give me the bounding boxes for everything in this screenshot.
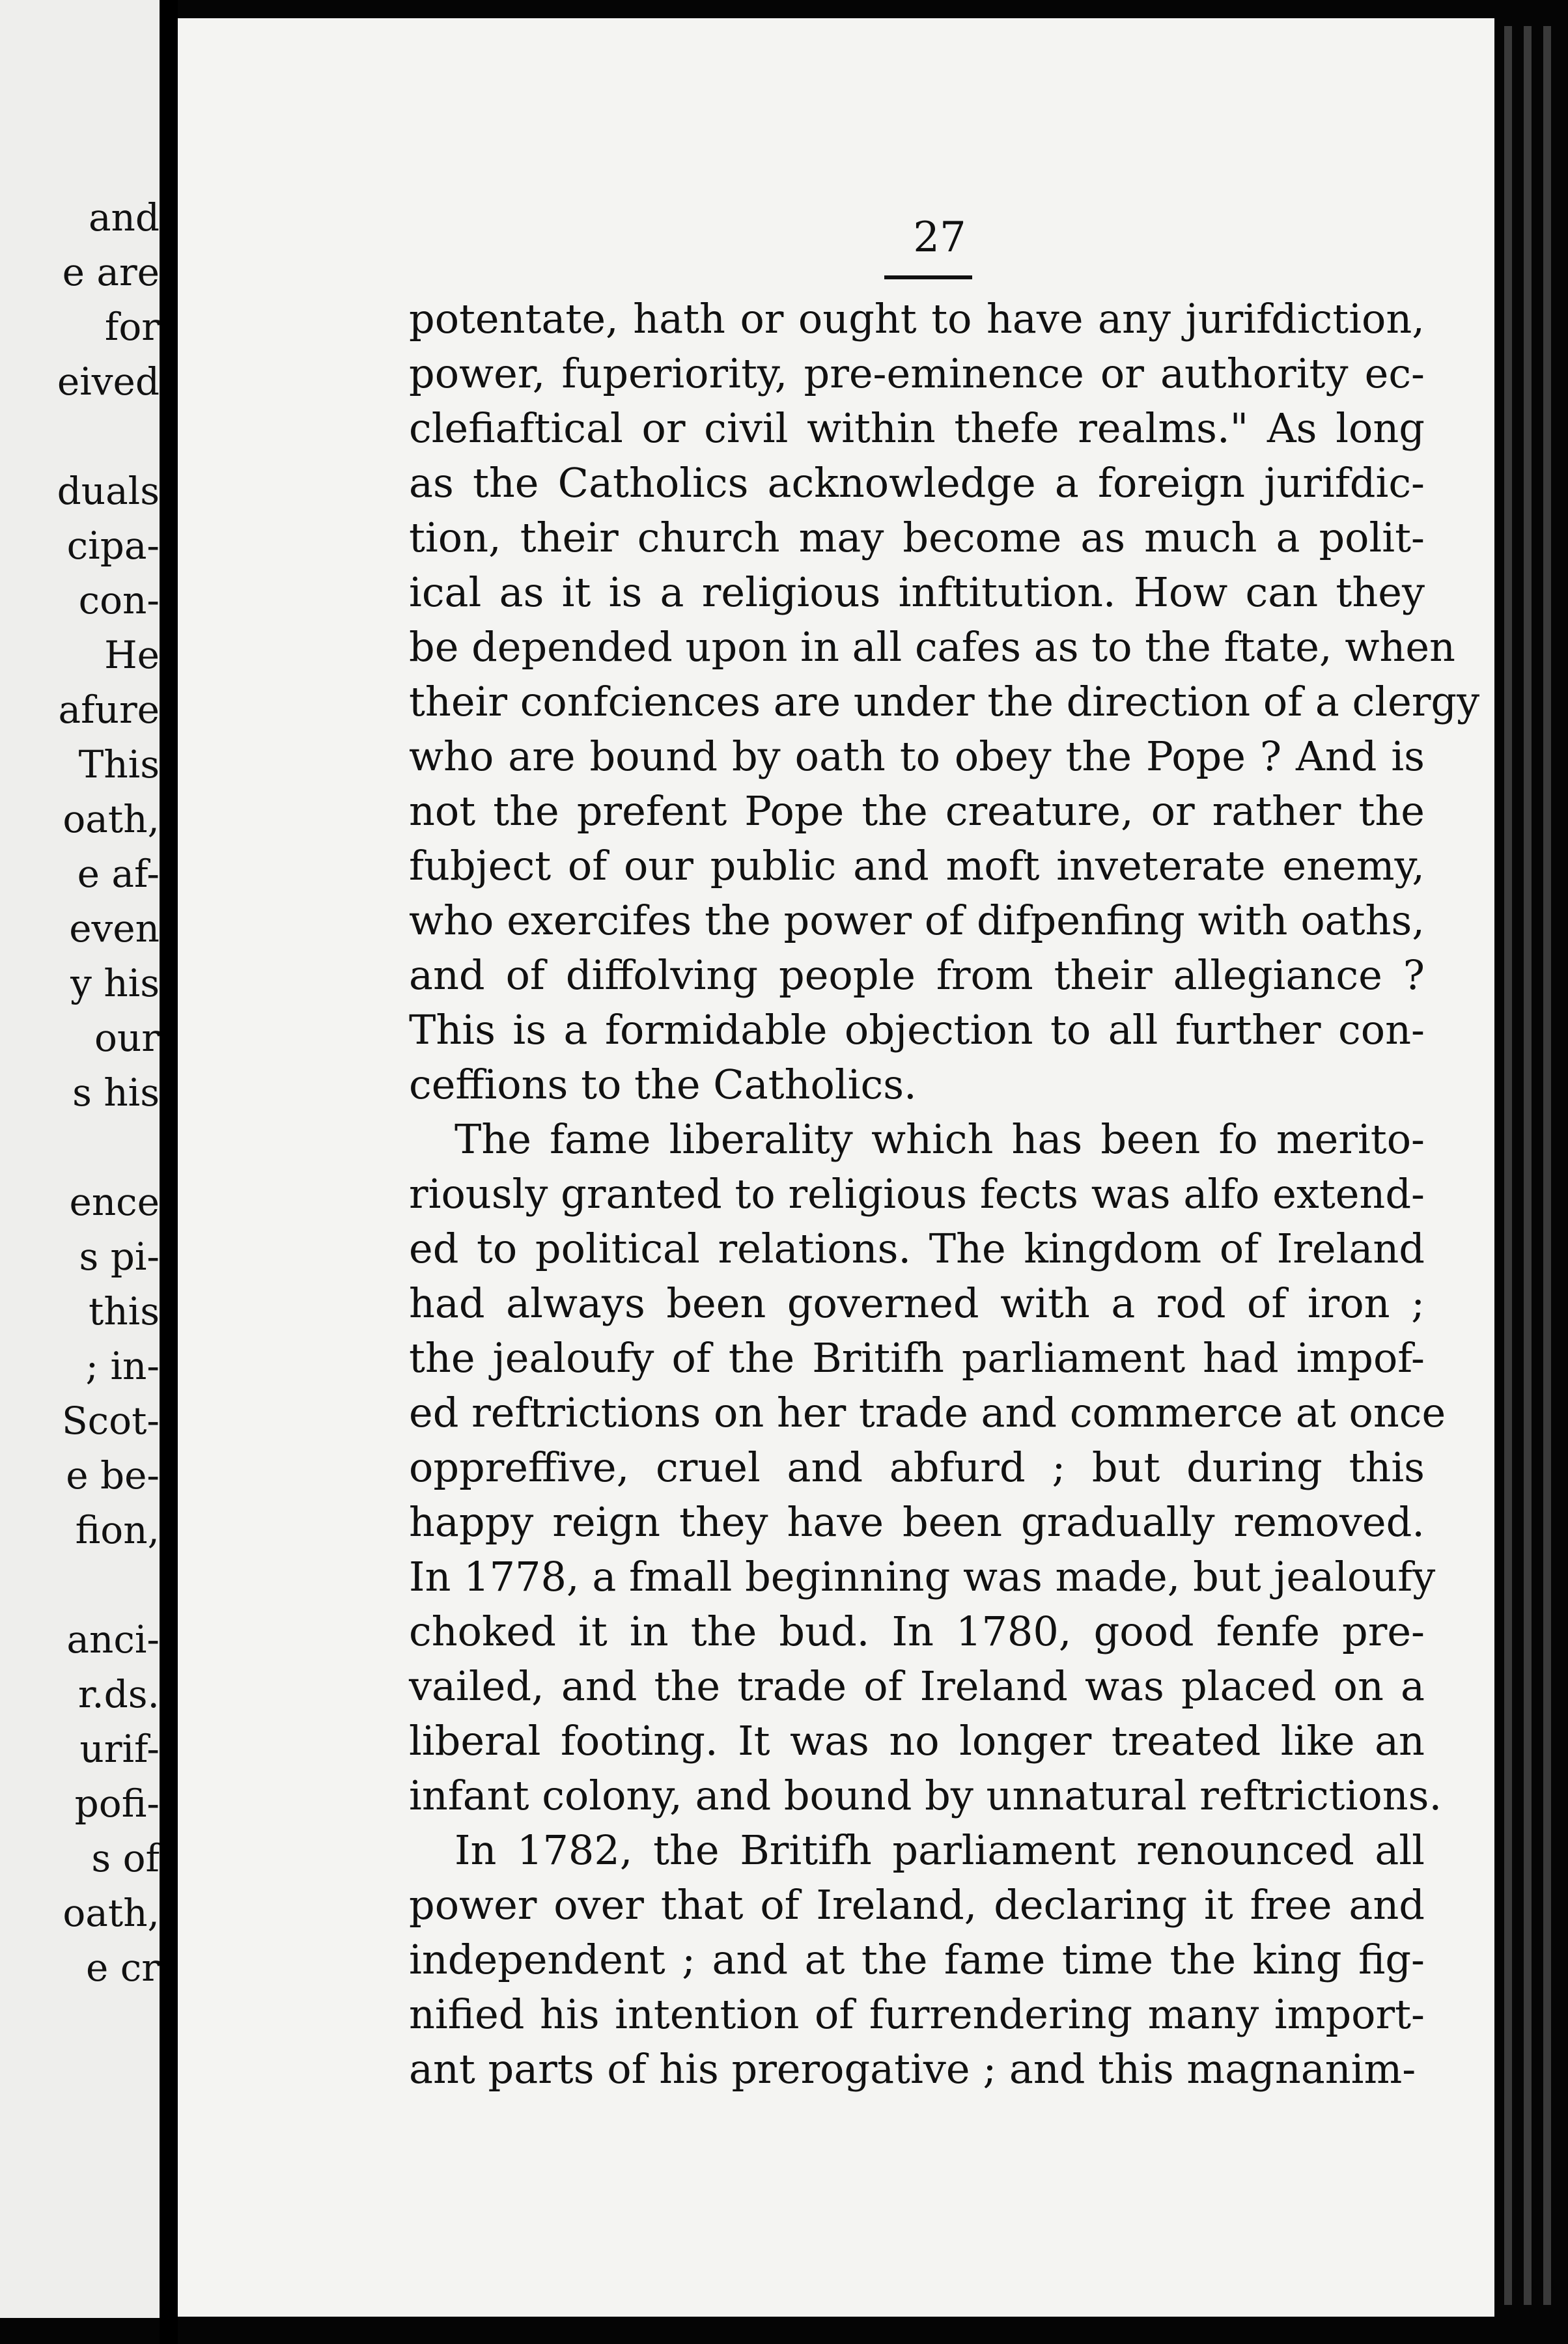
text-line: had always been governed with a rod of iron ; bbox=[409, 1279, 1425, 1327]
left-page-text-fragment: ; in- bbox=[85, 1344, 160, 1388]
text-line: oppreffive, cruel and abfurd ; but during this bbox=[409, 1444, 1425, 1491]
text-line: be depended upon in all cafes as to the ftate, when bbox=[409, 623, 1455, 671]
body-text bbox=[409, 292, 1480, 2097]
left-page-text-fragment: fion, bbox=[75, 1508, 160, 1552]
page-number: 27 bbox=[913, 214, 966, 262]
right-page bbox=[178, 18, 1494, 2317]
text-line: The fame liberality which has been fo merito- bbox=[455, 1115, 1425, 1163]
left-page-text-fragment: Scot- bbox=[61, 1399, 160, 1443]
text-line: their confciences are under the direction of a clergy bbox=[409, 678, 1480, 725]
left-page-text-fragment: our bbox=[94, 1016, 160, 1060]
left-page-text-fragment: y his bbox=[70, 961, 160, 1005]
text-line: ed reftrictions on her trade and commerce at once bbox=[409, 1389, 1446, 1436]
left-page-text-fragment: s of bbox=[91, 1836, 160, 1880]
text-line: fubject of our public and moft inveterate enemy, bbox=[409, 842, 1425, 889]
text-line: and of diffolving people from their allegiance ? bbox=[409, 951, 1425, 999]
left-page-fragment bbox=[0, 0, 160, 2318]
text-line: tion, their church may become as much a polit- bbox=[409, 514, 1425, 561]
left-page-text-fragment: e cr bbox=[86, 1946, 160, 1990]
page-edge bbox=[1524, 26, 1532, 2305]
text-line: ical as it is a religious inftitution. How can they bbox=[409, 568, 1425, 616]
page-edge bbox=[1543, 26, 1551, 2305]
page-edge bbox=[1504, 26, 1512, 2305]
text-line: In 1782, the Britifh parliament renounced all bbox=[455, 1826, 1425, 1874]
text-line: not the prefent Pope the creature, or rather the bbox=[409, 787, 1425, 835]
left-page-text-fragment: afure bbox=[58, 688, 160, 732]
left-page-text-fragment: con- bbox=[78, 578, 160, 622]
left-page-text-fragment: this bbox=[89, 1289, 160, 1333]
paragraph bbox=[409, 292, 1480, 1112]
page-number-rule bbox=[884, 275, 972, 279]
text-line: choked it in the bud. In 1780, good fenfe pre- bbox=[409, 1608, 1425, 1655]
text-line: independent ; and at the fame time the king fig- bbox=[409, 1936, 1425, 1983]
text-line: In 1778, a fmall beginning was made, but jealoufy bbox=[409, 1553, 1436, 1600]
left-page-text-fragment: This bbox=[78, 742, 160, 787]
left-page-text-fragment: duals bbox=[57, 469, 160, 513]
text-line: riously granted to religious fects was alfo extend- bbox=[409, 1170, 1425, 1218]
left-page-text-fragment: pofi- bbox=[74, 1781, 160, 1826]
text-line: the jealoufy of the Britifh parliament had impof- bbox=[409, 1334, 1425, 1382]
text-line: clefiaftical or civil within thefe realms." As long bbox=[409, 404, 1425, 452]
left-page-text-fragment: cipa- bbox=[66, 523, 160, 568]
text-line: power, fuperiority, pre-eminence or authority ec- bbox=[409, 350, 1425, 397]
left-page-text-fragment: and bbox=[88, 195, 160, 240]
left-page-text-fragment: for bbox=[104, 305, 160, 349]
text-line: happy reign they have been gradually removed. bbox=[409, 1498, 1425, 1546]
text-line: ceffions to the Catholics. bbox=[409, 1061, 917, 1108]
left-page-text-fragment: e are bbox=[62, 250, 160, 294]
left-page-text-fragment: urif- bbox=[79, 1727, 160, 1771]
text-line: This is a formidable objection to all further con- bbox=[409, 1006, 1425, 1053]
text-line: as the Catholics acknowledge a foreign jurifdic- bbox=[409, 459, 1425, 507]
text-line: vailed, and the trade of Ireland was placed on a bbox=[409, 1662, 1425, 1710]
left-page-text-fragment: anci- bbox=[66, 1617, 160, 1662]
left-page-text-fragment: oath, bbox=[63, 797, 160, 841]
text-line: ant parts of his prerogative ; and this magnanim- bbox=[409, 2045, 1416, 2093]
left-page-text-fragment: e af- bbox=[77, 852, 160, 896]
book-gutter bbox=[160, 0, 178, 2344]
paragraph bbox=[409, 1823, 1425, 2097]
text-line: liberal footing. It was no longer treated like an bbox=[409, 1717, 1425, 1765]
text-line: potentate, hath or ought to have any jurifdiction, bbox=[409, 295, 1425, 342]
left-page-text-fragment: even bbox=[69, 906, 160, 951]
left-page-text-fragment: s his bbox=[72, 1070, 160, 1115]
left-page-text-fragment: r.ds. bbox=[77, 1672, 160, 1716]
text-line: nified his intention of furrendering many import- bbox=[409, 1990, 1425, 2038]
left-page-text-fragment: eived bbox=[57, 359, 160, 404]
text-line: who exercifes the power of difpenfing with oaths, bbox=[409, 897, 1425, 944]
text-line: infant colony, and bound by unnatural reftrictions. bbox=[409, 1772, 1442, 1819]
text-line: ed to political relations. The kingdom of Ireland bbox=[409, 1225, 1425, 1272]
left-page-text-fragment: oath, bbox=[63, 1891, 160, 1935]
left-page-text-fragment: ence bbox=[69, 1180, 160, 1224]
left-page-text-fragment: He bbox=[104, 633, 160, 677]
text-line: who are bound by oath to obey the Pope ? And is bbox=[409, 732, 1425, 780]
text-line: power over that of Ireland, declaring it free and bbox=[409, 1881, 1425, 1929]
left-page-text-fragment: s pi- bbox=[79, 1235, 160, 1279]
left-page-text-fragment: e be- bbox=[66, 1453, 160, 1498]
paragraph bbox=[409, 1112, 1446, 1823]
